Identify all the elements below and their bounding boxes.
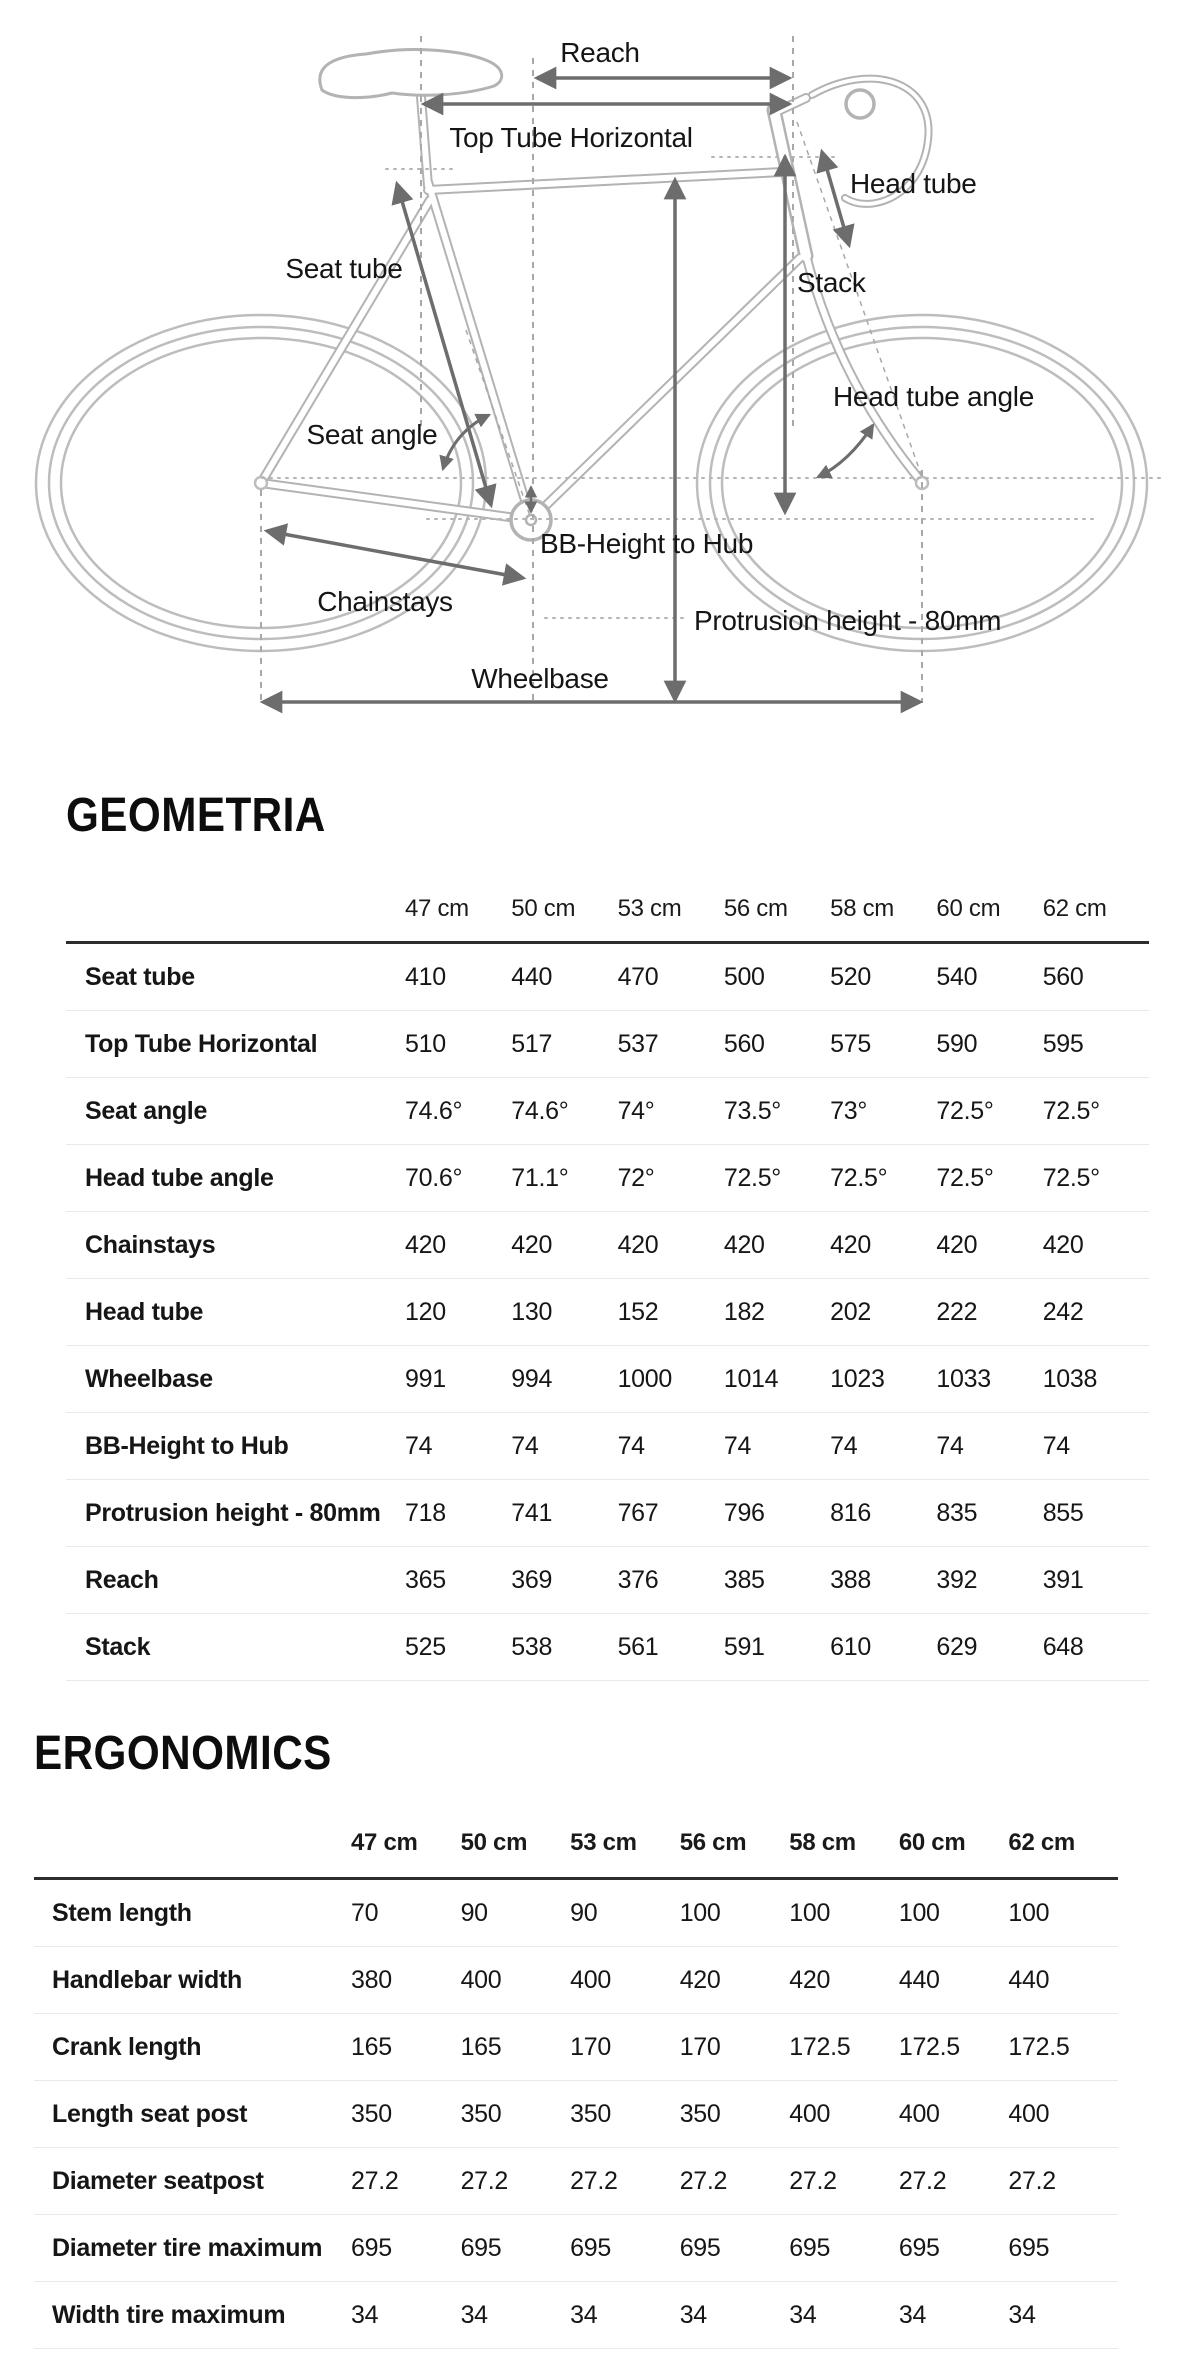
cell-value: 34: [460, 2300, 488, 2329]
cell-value: 170: [679, 2032, 721, 2061]
cell-value: 420: [936, 1230, 978, 1259]
row-label: Width tire maximum: [52, 2300, 286, 2329]
cell-value: 369: [511, 1565, 553, 1594]
head-angle-arc: [818, 425, 873, 477]
cell-value: 70.6°: [405, 1163, 463, 1192]
table-row: [34, 1880, 1118, 1947]
cell-value: 410: [405, 962, 446, 991]
chainstays-arrow: [267, 531, 523, 578]
cell-value: 391: [1042, 1565, 1084, 1594]
cell-value: 538: [511, 1632, 553, 1661]
cell-value: 70: [351, 1898, 379, 1927]
cell-value: 560: [1042, 962, 1084, 991]
cell-value: 27.2: [679, 2166, 728, 2195]
cell-value: 400: [570, 1965, 611, 1994]
cell-value: 34: [1008, 2300, 1036, 2329]
cell-value: 34: [789, 2300, 817, 2329]
column-header: 56 cm: [679, 1829, 747, 1856]
cell-value: 648: [1042, 1632, 1084, 1661]
table-row: [66, 944, 1149, 1011]
column-header: 58 cm: [789, 1829, 856, 1856]
cell-value: 994: [511, 1364, 553, 1393]
cell-value: 172.5: [898, 2032, 960, 2061]
cell-value: 376: [617, 1565, 659, 1594]
geometria-heading: GEOMETRIA: [66, 789, 326, 842]
cell-value: 34: [570, 2300, 598, 2329]
cell-value: 420: [830, 1230, 871, 1259]
cell-value: 27.2: [570, 2166, 618, 2195]
diagram-label-chainstays: Chainstays: [317, 586, 453, 617]
cell-value: 767: [617, 1498, 659, 1527]
cell-value: 74: [830, 1431, 858, 1460]
cell-value: 1033: [936, 1364, 991, 1393]
cell-value: 73°: [830, 1096, 868, 1125]
cell-value: 72.5°: [936, 1163, 994, 1192]
cell-value: 27.2: [1008, 2166, 1056, 2195]
cell-value: 72.5°: [1042, 1163, 1100, 1192]
row-label: Head tube: [85, 1297, 204, 1326]
cell-value: 500: [723, 962, 765, 991]
cell-value: 71.1°: [511, 1163, 569, 1192]
cell-value: 90: [570, 1898, 598, 1927]
cell-value: 170: [570, 2032, 611, 2061]
cell-value: 400: [898, 2099, 940, 2128]
cell-value: 72°: [617, 1163, 655, 1192]
cell-value: 440: [1008, 1965, 1050, 1994]
cell-value: 1023: [830, 1364, 885, 1393]
column-header: 62 cm: [1042, 895, 1107, 922]
table-row: [66, 1145, 1149, 1212]
cell-value: 590: [936, 1029, 978, 1058]
cell-value: 27.2: [351, 2166, 399, 2195]
row-label: Length seat post: [52, 2099, 248, 2128]
diagram-label-seat-angle: Seat angle: [306, 419, 438, 450]
cell-value: 165: [351, 2032, 392, 2061]
cell-value: 537: [617, 1029, 659, 1058]
table-row: [66, 1212, 1149, 1279]
wheels: [36, 315, 1147, 651]
cell-value: 796: [723, 1498, 765, 1527]
cell-value: 72.5°: [830, 1163, 888, 1192]
ergonomics-table: [34, 1778, 1118, 2349]
diagram-label-bb-height: BB-Height to Hub: [540, 528, 754, 559]
table-row: [66, 1279, 1149, 1346]
cell-value: 392: [936, 1565, 978, 1594]
cell-value: 72.5°: [1042, 1096, 1100, 1125]
cell-value: 560: [723, 1029, 765, 1058]
cell-value: 816: [830, 1498, 871, 1527]
cell-value: 100: [1008, 1898, 1050, 1927]
cell-value: 27.2: [789, 2166, 837, 2195]
cell-value: 90: [460, 1898, 488, 1927]
table-row: [66, 1011, 1149, 1078]
ergonomics-table-body: [34, 1880, 1118, 2349]
cell-value: 741: [511, 1498, 553, 1527]
row-label: Stack: [85, 1632, 151, 1661]
cell-value: 517: [511, 1029, 553, 1058]
column-header: 47 cm: [351, 1829, 418, 1856]
cell-value: 182: [723, 1297, 765, 1326]
handlebar-ring: [846, 90, 874, 118]
cell-value: 695: [898, 2233, 940, 2262]
row-label: Protrusion height - 80mm: [85, 1498, 381, 1527]
cell-value: 629: [936, 1632, 978, 1661]
row-label: Seat angle: [85, 1096, 208, 1125]
cell-value: 74: [511, 1431, 539, 1460]
row-label: Wheelbase: [85, 1364, 213, 1393]
row-label: BB-Height to Hub: [85, 1431, 289, 1460]
column-header: 47 cm: [405, 895, 469, 922]
table-row: [66, 1078, 1149, 1145]
cell-value: 695: [570, 2233, 611, 2262]
cell-value: 440: [898, 1965, 940, 1994]
cell-value: 1014: [723, 1364, 779, 1393]
cell-value: 855: [1042, 1498, 1084, 1527]
cell-value: 440: [511, 962, 553, 991]
cell-value: 365: [405, 1565, 446, 1594]
table-row: [34, 2282, 1118, 2349]
row-label: Head tube angle: [85, 1163, 274, 1192]
diagram-label-head-tube-angle: Head tube angle: [833, 381, 1035, 412]
cell-value: 350: [460, 2099, 502, 2128]
table-row: [66, 1346, 1149, 1413]
table-row: [34, 1947, 1118, 2014]
cell-value: 74: [617, 1431, 645, 1460]
cell-value: 165: [460, 2032, 502, 2061]
cell-value: 34: [679, 2300, 707, 2329]
row-label: Crank length: [52, 2032, 202, 2061]
cell-value: 540: [936, 962, 978, 991]
cell-value: 388: [830, 1565, 871, 1594]
row-label: Reach: [85, 1565, 159, 1594]
row-label: Top Tube Horizontal: [85, 1029, 318, 1058]
cell-value: 222: [936, 1297, 978, 1326]
table-row: [34, 2215, 1118, 2282]
cell-value: 74: [723, 1431, 752, 1460]
cell-value: 34: [351, 2300, 379, 2329]
table-row: [66, 1547, 1149, 1614]
table-row: [34, 2014, 1118, 2081]
cell-value: 595: [1042, 1029, 1084, 1058]
cell-value: 74: [936, 1431, 964, 1460]
cell-value: 835: [936, 1498, 978, 1527]
column-header: 60 cm: [936, 895, 1001, 922]
cell-value: 561: [617, 1632, 659, 1661]
cell-value: 520: [830, 962, 871, 991]
row-label: Diameter tire maximum: [52, 2233, 323, 2262]
ergonomics-heading: ERGONOMICS: [34, 1727, 332, 1780]
cell-value: 420: [723, 1230, 765, 1259]
cell-value: 470: [617, 962, 659, 991]
cell-value: 400: [460, 1965, 502, 1994]
cell-value: 1038: [1042, 1364, 1098, 1393]
cell-value: 72.5°: [723, 1163, 781, 1192]
cell-value: 380: [351, 1965, 392, 1994]
cell-value: 695: [789, 2233, 831, 2262]
diagram-label-seat-tube: Seat tube: [285, 253, 403, 284]
column-header: 53 cm: [570, 1829, 637, 1856]
table-row: [66, 1480, 1149, 1547]
column-header: 50 cm: [511, 895, 576, 922]
saddle: [320, 50, 502, 98]
cell-value: 202: [830, 1297, 871, 1326]
table-row: [34, 2081, 1118, 2148]
cell-value: 695: [351, 2233, 392, 2262]
rear-hub-dot: [255, 477, 267, 489]
geometria-table-body: [66, 944, 1149, 1681]
cell-value: 74.6°: [511, 1096, 569, 1125]
diagram-label-stack: Stack: [797, 267, 866, 298]
cell-value: 510: [405, 1029, 446, 1058]
geometria-section: [66, 789, 1149, 1681]
cell-value: 695: [460, 2233, 502, 2262]
cell-value: 130: [511, 1297, 553, 1326]
diagram-label-head-tube: Head tube: [850, 168, 977, 199]
cell-value: 575: [830, 1029, 871, 1058]
cell-value: 400: [789, 2099, 831, 2128]
cell-value: 991: [405, 1364, 446, 1393]
cell-value: 120: [405, 1297, 446, 1326]
ergonomics-section: [34, 1727, 1118, 2349]
row-label: Chainstays: [85, 1230, 216, 1259]
row-label: Diameter seatpost: [52, 2166, 264, 2195]
cell-value: 27.2: [460, 2166, 509, 2195]
bike-geometry-diagram: [0, 0, 1200, 745]
cell-value: 100: [789, 1898, 831, 1927]
cell-value: 385: [723, 1565, 765, 1594]
column-header: 56 cm: [723, 895, 788, 922]
diagram-label-top-tube-horizontal: Top Tube Horizontal: [449, 122, 693, 153]
geometria-table: [66, 840, 1149, 1681]
ergonomics-header-row: [34, 1778, 1118, 1880]
column-header: 60 cm: [898, 1829, 966, 1856]
cell-value: 420: [789, 1965, 831, 1994]
cell-value: 420: [405, 1230, 446, 1259]
cell-value: 74: [405, 1431, 433, 1460]
cell-value: 27.2: [898, 2166, 947, 2195]
cell-value: 350: [570, 2099, 611, 2128]
cell-value: 350: [351, 2099, 392, 2128]
cell-value: 1000: [617, 1364, 672, 1393]
cell-value: 718: [405, 1498, 446, 1527]
cell-value: 74: [1042, 1431, 1070, 1460]
cell-value: 242: [1042, 1297, 1084, 1326]
table-row: [34, 2148, 1118, 2215]
cell-value: 610: [830, 1632, 871, 1661]
cell-value: 74°: [617, 1096, 655, 1125]
cell-value: 420: [1042, 1230, 1084, 1259]
cell-value: 72.5°: [936, 1096, 994, 1125]
column-header: 53 cm: [617, 895, 682, 922]
cell-value: 152: [617, 1297, 659, 1326]
column-header: 58 cm: [830, 895, 894, 922]
table-row: [66, 1614, 1149, 1681]
diagram-label-reach: Reach: [560, 37, 640, 68]
row-label: Handlebar width: [52, 1965, 242, 1994]
cell-value: 525: [405, 1632, 446, 1661]
cell-value: 400: [1008, 2099, 1050, 2128]
column-header: 62 cm: [1008, 1829, 1075, 1856]
cell-value: 420: [617, 1230, 659, 1259]
column-header: 50 cm: [460, 1829, 528, 1856]
cell-value: 172.5: [789, 2032, 851, 2061]
row-label: Stem length: [52, 1898, 192, 1927]
cell-value: 34: [898, 2300, 927, 2329]
cell-value: 73.5°: [723, 1096, 781, 1125]
cell-value: 420: [679, 1965, 721, 1994]
cell-value: 591: [723, 1632, 765, 1661]
cell-value: 420: [511, 1230, 553, 1259]
diagram-label-wheelbase: Wheelbase: [471, 663, 609, 694]
cell-value: 695: [1008, 2233, 1050, 2262]
cell-value: 172.5: [1008, 2032, 1070, 2061]
cell-value: 100: [898, 1898, 940, 1927]
table-row: [66, 1413, 1149, 1480]
geometria-header-row: [66, 840, 1149, 944]
cell-value: 350: [679, 2099, 721, 2128]
cell-value: 695: [679, 2233, 721, 2262]
diagram-label-protrusion: Protrusion height - 80mm: [694, 605, 1002, 636]
cell-value: 74.6°: [405, 1096, 463, 1125]
cell-value: 100: [679, 1898, 721, 1927]
row-label: Seat tube: [85, 962, 195, 991]
